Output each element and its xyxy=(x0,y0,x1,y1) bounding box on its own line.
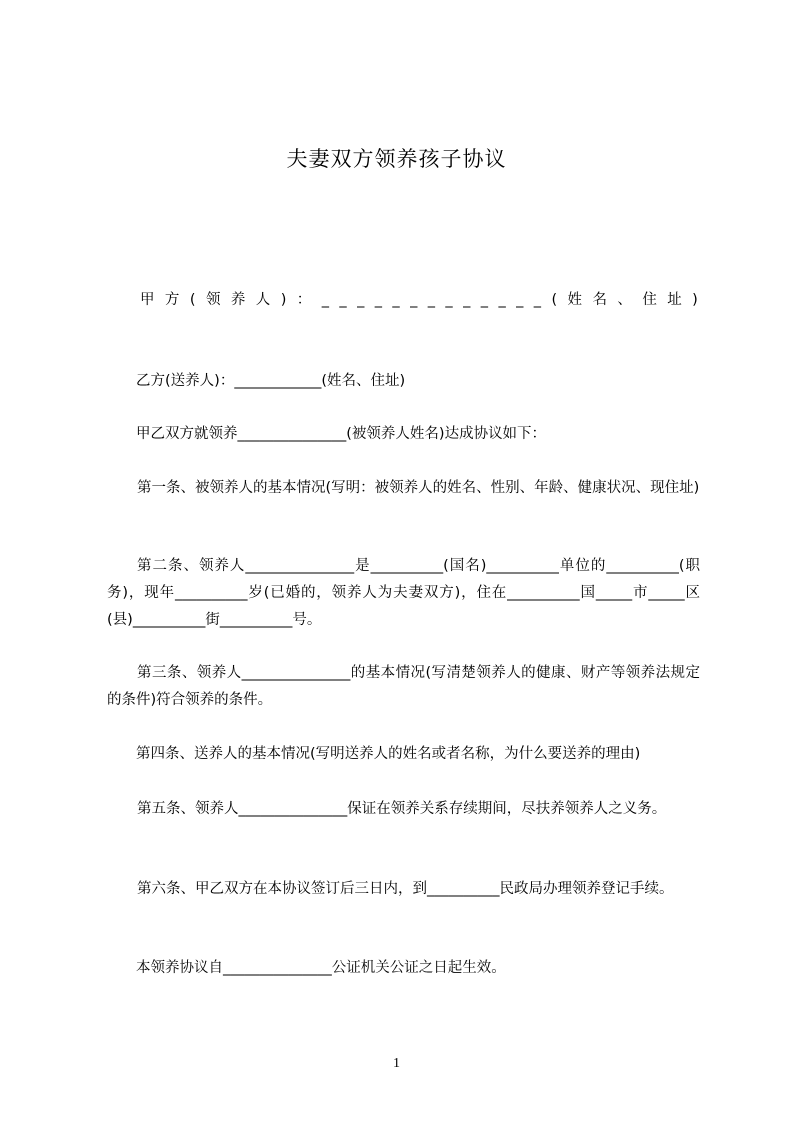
document-title: 夫妻双方领养孩子协议 xyxy=(286,147,507,171)
article-6: 第六条、甲乙双方在本协议签订后三日内，到__________民政局办理领养登记手续。 xyxy=(137,881,674,897)
effective-clause: 本领养协议自_______________公证机关公证之日起生效。 xyxy=(136,960,506,976)
page-number: 1 xyxy=(393,1056,400,1071)
article-3: 第三条、领养人_______________的基本情况(写清楚领养人的健康、财产等领养法规定的条件)符合领养的条件。 xyxy=(107,665,700,708)
article-5: 第五条、领养人_______________保证在领养关系存续期间，尽扶养领养人之义务。 xyxy=(137,801,667,817)
intro-line: 甲乙双方就领养_______________(被领养人姓名)达成协议如下： xyxy=(136,426,547,442)
article-1: 第一条、被领养人的基本情况(写明：被领养人的姓名、性别、年龄、健康状况、现住址) xyxy=(137,480,700,496)
article-2: 第二条、领养人_______________是__________(国名)__________单位的__________(职务)，现年__________岁(已婚的，领养人为夫妻双方)，住在__________国_____市_____区(县)__________街__________号。 xyxy=(107,558,700,628)
article-4: 第四条、送养人的基本情况(写明送养人的姓名或者名称，为什么要送养的理由) xyxy=(136,746,641,762)
party-b-line: 乙方(送养人)：____________(姓名、住址) xyxy=(136,373,406,389)
party-a-line: 甲 方 ( 领 养 人 ) ： _ _ _ _ _ _ _ _ _ _ _ _ _ ( 姓 名 、 住 址 ) xyxy=(140,292,698,308)
